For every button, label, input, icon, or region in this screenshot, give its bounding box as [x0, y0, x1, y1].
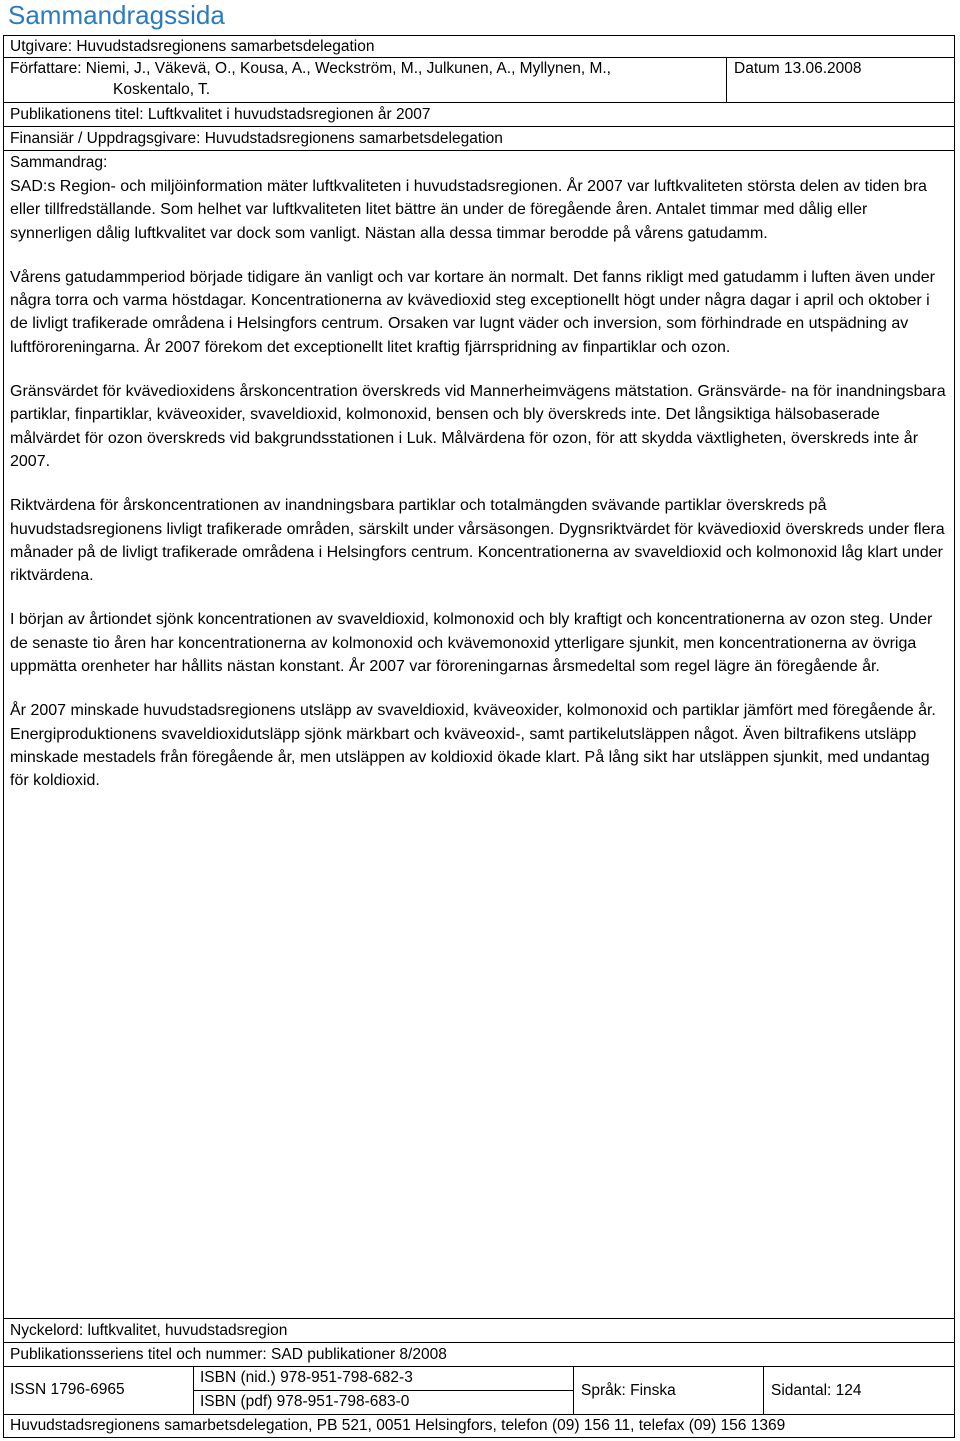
divider: [3, 1366, 955, 1367]
divider: [3, 1318, 955, 1319]
pages-field: Sidantal: 124: [771, 1382, 862, 1399]
summary-paragraph-6: År 2007 minskade huvudstadsregionens utsläpp av svaveldioxid, kväveoxider, kolmonoxid och partiklar jämfört med föregående år. Energiproduktionens svaveldioxidutsläpp sjönk märkbart och kväveoxid-, samt partikelutsläppen något. Även biltrafikens utsläpp minskade mestadels från föregående år, men utsläppen av koldioxid ökade klart. På lång sikt har utsläppen sjunkit, med undantag för koldioxid.: [10, 702, 936, 790]
summary-paragraph-3: Gränsvärdet för kvävedioxidens årskoncentration överskreds vid Mannerheimvägens mätstation. Gränsvärde- na för inandningsbara partiklar, finpartiklar, kväveoxider, svaveldioxid, kolmonoxid, bensen och bly överskreds inte. Det långsiktiga hälsobaserade målvärdet för ozon överskreds vid bakgrundsstationen i Luk. Målvärdena för ozon, för att skydda växtligheten, överskreds inte år 2007.: [10, 383, 946, 470]
summary-paragraph-5: I början av årtiondet sjönk koncentrationen av svaveldioxid, kolmonoxid och bly kraftigt och koncentrationerna av ozon steg. Under de senaste tio åren har koncentrationerna av kolmonoxid och kvävemonoxid ytterligare sjunkit, men koncentrationerna av övriga uppmätta orenheter har hållits nästan konstant. År 2007 var föroreningarnas årsmedeltal som regel lägre än föregående år.: [10, 611, 933, 676]
publication-title-field: Publikationens titel: Luftkvalitet i huvudstadsregionen år 2007: [10, 106, 431, 123]
financier-field: Finansiär / Uppdragsgivare: Huvudstadsregionens samarbetsdelegation: [10, 130, 503, 147]
publisher-field: Utgivare: Huvudstadsregionens samarbetsdelegation: [10, 38, 375, 55]
summary-label: Sammandrag:: [10, 154, 108, 171]
date-field: Datum 13.06.2008: [734, 60, 862, 77]
isbn-print-field: ISBN (nid.) 978-951-798-682-3: [200, 1369, 413, 1386]
divider: [3, 1342, 955, 1343]
authors-line-2: Koskentalo, T.: [113, 81, 211, 98]
isbn-pdf-field: ISBN (pdf) 978-951-798-683-0: [200, 1393, 410, 1410]
summary-paragraph-1: SAD:s Region- och miljöinformation mäter luftkvaliteten i huvudstadsregionen. År 2007 var luftkvaliteten största delen av tiden bra eller tillfredställande. Som helhet var luftkvaliteten litet bättre än under de föregående åren. Antalet timmar med dålig eller synnerligen dålig luftkvalitet var dock som vanligt. Nästan alla dessa timmar berodde på vårens gatudamm.: [10, 178, 927, 242]
issn-field: ISSN 1796-6965: [10, 1381, 125, 1398]
pages-column-divider: [763, 1366, 764, 1414]
divider: [3, 126, 955, 127]
language-field: Språk: Finska: [581, 1382, 676, 1399]
summary-body: [10, 175, 946, 814]
summary-paragraph-2: Vårens gatudammperiod började tidigare än vanligt och var kortare än normalt. Det fanns rikligt med gatudamm i luften även under några torra och varma höstdagar. Koncentrationerna av kvävedioxid steg exceptionellt högt under några dagar i april och oktober i de livligt trafikerade områdena i Helsingfors centrum. Orsaken var lugnt väder och inversion, som förhindrade en utspädning av luftföroreningarna. År 2007 förekom det exceptionellt litet kraftig fjärrspridning av finpartiklar och ozon.: [10, 268, 935, 356]
authors-line-1: Författare: Niemi, J., Väkevä, O., Kousa, A., Weckström, M., Julkunen, A., Myllynen, M.,: [10, 60, 611, 77]
date-column-divider: [726, 57, 727, 102]
series-field: Publikationsseriens titel och nummer: SAD publikationer 8/2008: [10, 1346, 447, 1363]
page-title: Sammandragssida: [8, 0, 225, 30]
divider: [3, 102, 955, 103]
keywords-field: Nyckelord: luftkvalitet, huvudstadsregion: [10, 1322, 288, 1339]
divider: [3, 150, 955, 151]
language-column-divider: [573, 1366, 574, 1414]
address-field: Huvudstadsregionens samarbetsdelegation, PB 521, 0051 Helsingfors, telefon (09) 156 11, telefax (09) 156 1369: [10, 1417, 786, 1434]
summary-paragraph-4: Riktvärdena för årskoncentrationen av inandningsbara partiklar och totalmängden svävande partiklar överskreds på huvudstadsregionens livligt trafikerade områden, särskilt under vårsäsongen. Dygnsriktvärdet för kvävedioxid överskreds under flera månader på de livligt trafikerade områdena i Helsingfors centrum. Koncentrationerna av svaveldioxid och kolmonoxid låg klart under riktvärdena.: [10, 497, 945, 585]
